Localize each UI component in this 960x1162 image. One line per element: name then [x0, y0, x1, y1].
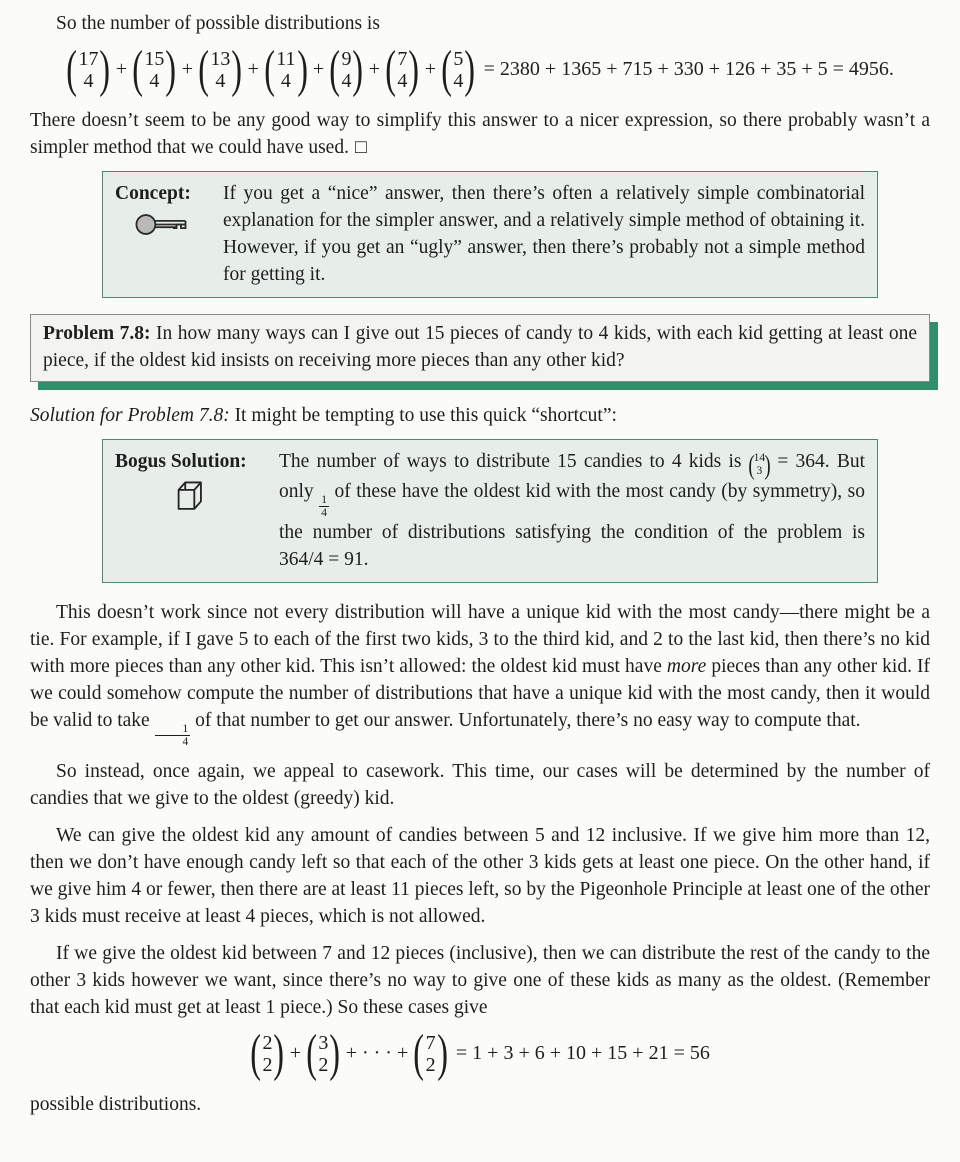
bogus-label: Bogus Solution:	[115, 450, 247, 472]
binomial-bottom: 4	[215, 69, 226, 92]
right-paren: )	[273, 1024, 285, 1082]
binomial-top: 5	[453, 47, 464, 70]
left-paren: (	[264, 41, 275, 98]
paragraph-closing	[30, 1091, 930, 1118]
left-paren: (	[441, 41, 453, 98]
binomial-top: 2	[262, 1031, 273, 1054]
paragraph-7to12	[30, 940, 930, 1021]
binomial-top: 15	[144, 47, 165, 70]
binomial-3-2	[306, 1024, 341, 1082]
binomial-top: 7	[425, 1031, 436, 1054]
casework-text: So instead, once again, we appeal to casework. This time, our cases will be determined by the number of candies that we give to the oldest (greedy) kid.	[30, 760, 930, 809]
binomial-bottom: 2	[262, 1053, 273, 1076]
right-paren: )	[165, 41, 177, 98]
paragraph-solution-intro	[30, 402, 930, 429]
right-paren: )	[436, 1024, 448, 1082]
paragraph-simplify	[30, 107, 930, 161]
concept-box	[102, 171, 878, 298]
binomial-7-4	[385, 41, 420, 98]
right-paren: )	[352, 41, 364, 98]
binomial-9-4	[329, 41, 364, 98]
fraction-numerator: 1	[155, 723, 191, 736]
binomial-2-2	[250, 1024, 285, 1082]
tie-run2: pieces than any other kid. If we could somehow compute the number of distributions that have a unique kid with the most candy, then it would be valid to take	[30, 655, 930, 731]
right-paren: )	[764, 449, 771, 480]
right-paren: )	[408, 41, 420, 98]
concept-label: Concept:	[115, 182, 191, 204]
seven-to-twelve-text: If we give the oldest kid between 7 and 12 pieces (inclusive), then we can distribute the rest of the candy to the other 3 kids however we want, since there’s no way to give one of these kids as many as the oldest. (Remember that each kid must get at least 1 piece.) So these cases give	[30, 942, 930, 1018]
intro-text: So the number of possible distributions is	[56, 13, 380, 34]
equation-distribution-sum	[30, 41, 930, 98]
right-paren: )	[231, 41, 243, 98]
binomial-7-2	[413, 1024, 448, 1082]
simplify-text: There doesn’t seem to be any good way to simplify this answer to a nicer expression, so there probably wasn’t a simpler method that we could have used.	[30, 109, 930, 158]
binomial-14-3	[748, 449, 771, 480]
left-paren: (	[66, 41, 78, 98]
binomial-top: 11	[276, 47, 296, 70]
bogus-run2: = 364. But only	[279, 450, 866, 502]
problem-label: Problem 7.8:	[43, 322, 151, 344]
fraction-one-fourth	[155, 723, 191, 748]
paragraph-range	[30, 822, 930, 930]
binomial-13-4	[198, 41, 243, 98]
key-icon	[115, 211, 211, 246]
binomial-bottom: 4	[149, 69, 160, 92]
fraction-denominator: 4	[321, 506, 327, 519]
plus-sign: +	[289, 1042, 302, 1065]
binomial-11-4	[264, 41, 308, 98]
left-paren: (	[198, 41, 210, 98]
binomial-top: 17	[78, 47, 99, 70]
right-paren: )	[464, 41, 476, 98]
binomial-17-4	[66, 41, 111, 98]
plus-sign: +	[115, 58, 128, 81]
plus-sign: +	[368, 58, 381, 81]
paragraph-tie	[30, 599, 930, 748]
binomial-bottom: 3	[756, 464, 763, 477]
plus-sign: +	[312, 58, 325, 81]
binomial-top: 13	[210, 47, 231, 70]
left-paren: (	[132, 41, 144, 98]
emphasis-more: more	[666, 655, 707, 677]
concept-text: If you get a “nice” answer, then there’s often a relatively simple combinatorial explanation for the simpler answer, and a relatively simple method of obtaining it. However, if you get an “ugly” answer, then there’s probably not a simple method for getting it.	[223, 182, 865, 285]
binomial-15-4	[132, 41, 177, 98]
plus-sign: +	[424, 58, 436, 81]
fraction-denominator: 4	[182, 735, 189, 748]
binomial-bottom: 4	[341, 69, 352, 92]
equation-result: = 2380 + 1365 + 715 + 330 + 126 + 35 + 5 = 4956.	[483, 58, 894, 81]
binomial-bottom: 4	[453, 69, 464, 92]
binomial-top: 14	[753, 452, 766, 465]
left-paren: (	[413, 1024, 425, 1082]
bogus-text	[279, 448, 865, 573]
binomial-5-4	[441, 41, 476, 98]
right-paren: )	[329, 1024, 341, 1082]
right-paren: )	[296, 41, 308, 98]
closing-text: possible distributions.	[30, 1093, 202, 1115]
paragraph-casework	[30, 758, 930, 812]
binomial-bottom: 4	[397, 69, 408, 92]
solution-lead: Solution for Problem 7.8:	[30, 404, 230, 426]
left-paren: (	[329, 41, 341, 98]
plus-cdots-plus: + · · · +	[345, 1042, 409, 1065]
fraction-one-fourth	[319, 494, 329, 519]
binomial-bottom: 2	[425, 1053, 436, 1076]
tie-run1: This doesn’t work since not every distribution will have a unique kid with the most candy—there might be a tie. For example, if I gave 5 to each of the first two kids, 3 to the third kid, and 2 to the last kid, then there’s no kid with more pieces than any other kid. This isn’t allowed: the oldest kid must have	[30, 601, 930, 677]
binomial-top: 3	[318, 1031, 329, 1054]
range-text: We can give the oldest kid any amount of candies between 5 and 12 inclusive. If we give him more than 12, then we don’t have enough candy left so that each of the other 3 kids gets at least one piece. On the other hand, if we give him 4 or fewer, then there are at least 11 pieces left, so by the Pigeonhole Principle at least one of the other 3 kids must receive at least 4 pieces, which is not allowed.	[30, 824, 930, 927]
qed-square: □	[354, 136, 367, 158]
bogus-run1: The number of ways to distribute 15 candies to 4 kids is	[279, 450, 749, 472]
equation-case-sum	[30, 1024, 930, 1082]
fraction-numerator: 1	[321, 493, 327, 506]
left-paren: (	[385, 41, 397, 98]
plus-sign: +	[181, 58, 193, 81]
binomial-bottom: 4	[83, 69, 94, 92]
right-paren: )	[99, 41, 111, 98]
left-paren: (	[748, 449, 755, 480]
bogus-solution-box	[102, 439, 878, 583]
bogus-run3: of these have the oldest kid with the most candy (by symmetry), so the number of distributions satisfying the condition of the problem is 364/4 = 91.	[279, 480, 865, 570]
left-paren: (	[250, 1024, 262, 1082]
problem-box	[30, 314, 930, 382]
open-box-icon	[115, 479, 267, 522]
tie-run3: of that number to get our answer. Unfortunately, there’s no easy way to compute that.	[190, 709, 861, 731]
plus-sign: +	[247, 58, 259, 81]
binomial-top: 7	[397, 47, 408, 70]
binomial-bottom: 2	[318, 1053, 329, 1076]
solution-text: It might be tempting to use this quick “shortcut”:	[234, 404, 617, 426]
equation-result: = 1 + 3 + 6 + 10 + 15 + 21 = 56	[455, 1042, 710, 1065]
binomial-top: 9	[341, 47, 352, 70]
paragraph-intro	[30, 10, 930, 37]
left-paren: (	[306, 1024, 318, 1082]
problem-text: In how many ways can I give out 15 pieces of candy to 4 kids, with each kid getting at least one piece, if the oldest kid insists on receiving more pieces than any other kid?	[43, 322, 918, 371]
binomial-bottom: 4	[280, 69, 291, 92]
